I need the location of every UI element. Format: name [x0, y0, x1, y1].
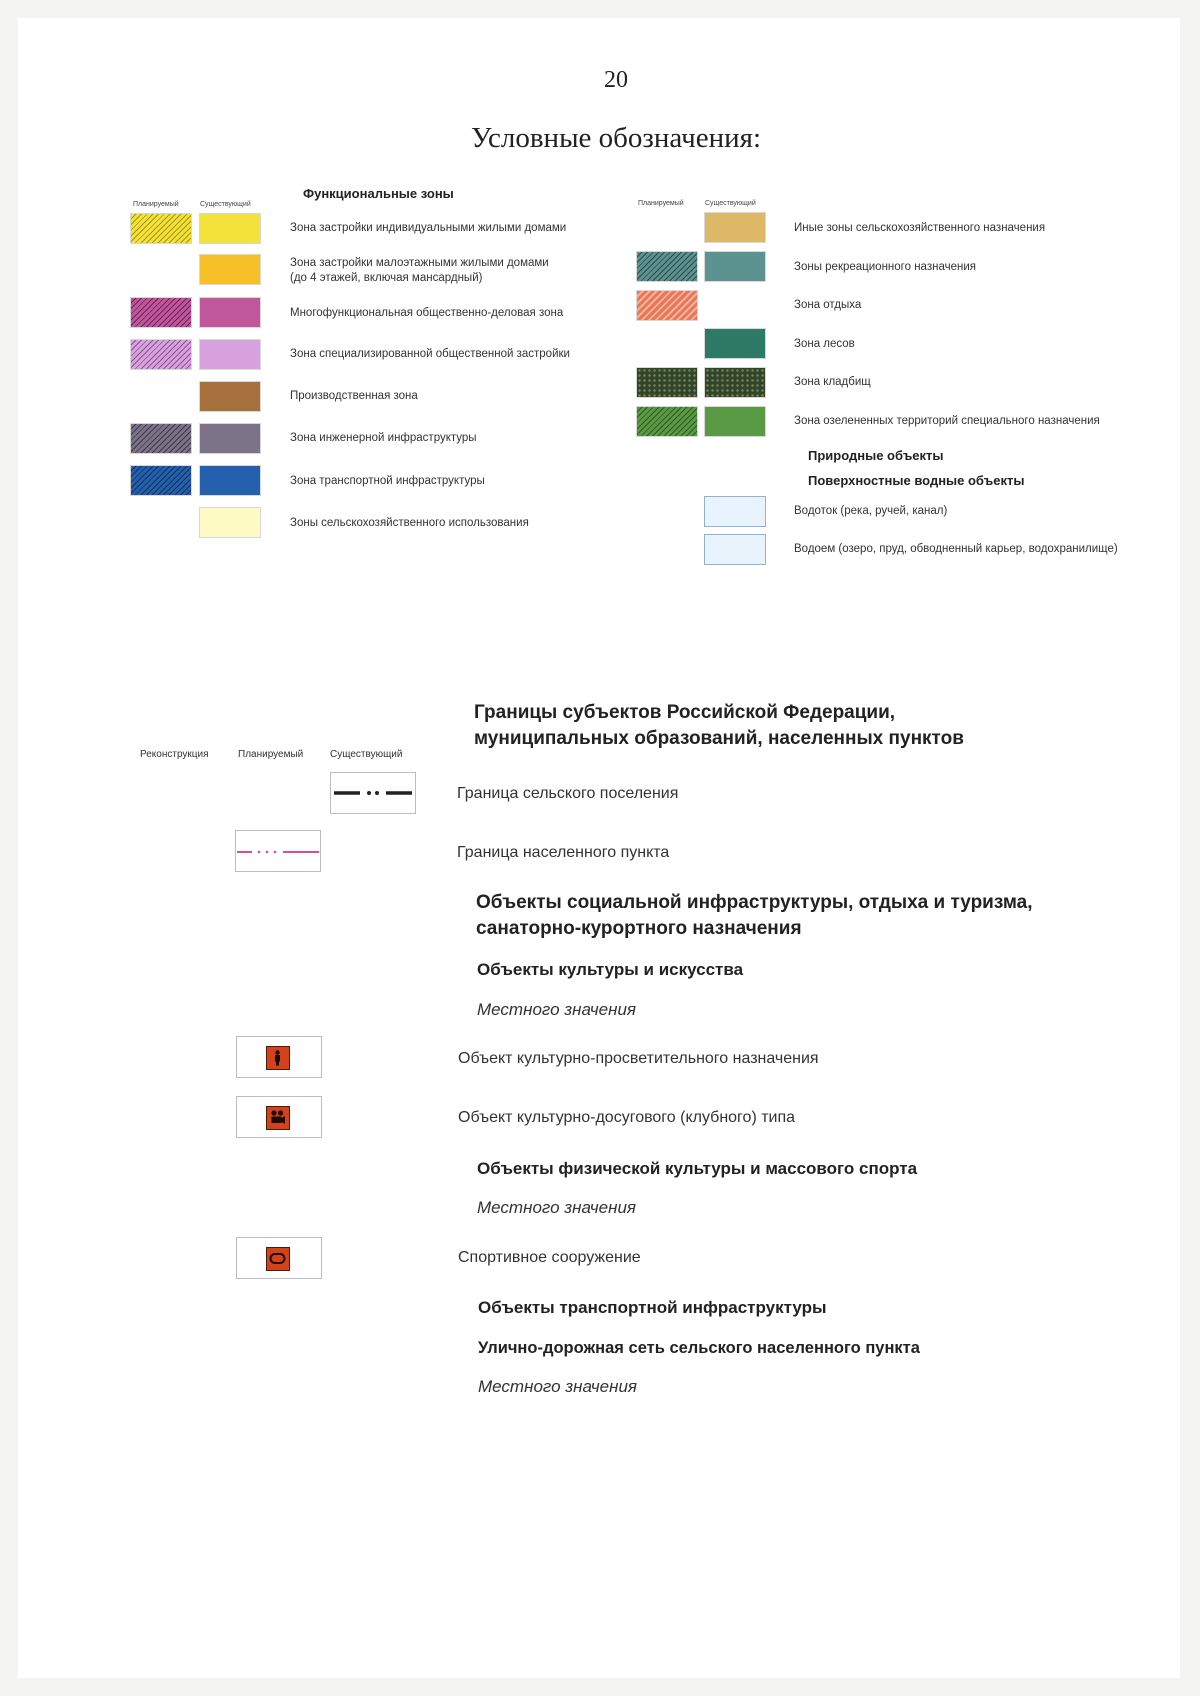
zone-label: Производственная зона: [290, 390, 418, 402]
col-header-planned: Планируемый: [133, 201, 179, 208]
road-network-heading: Улично-дорожная сеть сельского населенного пункта: [478, 1339, 920, 1357]
culture-club-symbol: [236, 1096, 322, 1138]
transport-heading: Объекты транспортной инфраструктуры: [478, 1298, 827, 1317]
col-header-existing: Существующий: [330, 749, 403, 760]
culture-heading: Объекты культуры и искусства: [477, 960, 744, 979]
zone-label: Зона кладбищ: [794, 376, 871, 388]
swatch-water-body: [704, 534, 766, 565]
sport-item-label: Спортивное сооружение: [458, 1249, 641, 1266]
water-objects-heading: Поверхностные водные объекты: [808, 473, 1025, 488]
functional-zones-heading: Функциональные зоны: [303, 186, 454, 201]
swatch-watercourse: [704, 496, 766, 527]
swatch-planned-cemetery: [636, 367, 698, 398]
museum-icon: [266, 1046, 290, 1070]
col-header-reconstruction: Реконструкция: [140, 749, 209, 760]
swatch-planned-rest-zone: [636, 290, 698, 321]
local-significance-label: Местного значения: [477, 1198, 636, 1217]
rural-boundary-label: Граница сельского поселения: [457, 785, 679, 802]
zone-label: Иные зоны сельскохозяйственного назначения: [794, 222, 1046, 234]
zone-label: Зона лесов: [794, 338, 855, 350]
swatch-existing-individual-housing: [199, 213, 261, 244]
stadium-icon: [266, 1247, 290, 1271]
zone-label: Зоны рекреационного назначения: [794, 261, 976, 273]
swatch-existing-recreation: [704, 251, 766, 282]
swatch-planned-public-buildings: [130, 339, 192, 370]
sport-facility-symbol: [236, 1237, 322, 1279]
boundaries-heading: Границы субъектов Российской Федерации,: [474, 702, 896, 723]
social-heading-cont: санаторно-курортного назначения: [476, 918, 802, 939]
swatch-existing-transport: [199, 465, 261, 496]
film-camera-icon: [266, 1106, 290, 1130]
swatch-planned-engineering: [130, 423, 192, 454]
settlement-boundary-label: Граница населенного пункта: [457, 844, 670, 861]
swatch-existing-industrial: [199, 381, 261, 412]
swatch-existing-lowrise-housing: [199, 254, 261, 285]
zone-label-note: (до 4 этажей, включая мансардный): [290, 272, 483, 284]
swatch-existing-cemetery: [704, 367, 766, 398]
natural-objects-heading: Природные объекты: [808, 448, 944, 463]
col-header-existing: Существующий: [200, 201, 251, 208]
zone-label: Зона отдыха: [794, 299, 862, 311]
swatch-planned-individual-housing: [130, 213, 192, 244]
social-heading: Объекты социальной инфраструктуры, отдыха и туризма,: [476, 892, 1033, 913]
col-header-planned: Планируемый: [238, 749, 304, 760]
col-header-existing: Существующий: [705, 200, 756, 207]
culture-item-label: Объект культурно-просветительного назначения: [458, 1050, 819, 1067]
boundaries-heading-cont: муниципальных образований, населенных пунктов: [474, 728, 964, 749]
page-title: Условные обозначения:: [470, 122, 762, 154]
zone-label: Зона озелененных территорий специального назначения: [794, 415, 1100, 427]
zone-label: Зона транспортной инфраструктуры: [290, 475, 485, 487]
swatch-planned-business-zone: [130, 297, 192, 328]
local-significance-label: Местного значения: [477, 1000, 636, 1019]
settlement-boundary-symbol: [235, 830, 321, 872]
sport-heading: Объекты физической культуры и массового спорта: [477, 1159, 918, 1178]
zone-label: Зона инженерной инфраструктуры: [290, 432, 477, 444]
zone-label: Водоем (озеро, пруд, обводненный карьер, водохранилище): [794, 543, 1118, 555]
swatch-existing-engineering: [199, 423, 261, 454]
page-number: 20: [604, 67, 628, 93]
swatch-planned-transport: [130, 465, 192, 496]
swatch-planned-special-green: [636, 406, 698, 437]
culture-item-label: Объект культурно-досугового (клубного) типа: [458, 1109, 796, 1126]
zone-label: Многофункциональная общественно-деловая зона: [290, 307, 564, 319]
swatch-existing-special-green: [704, 406, 766, 437]
zone-label: Водоток (река, ручей, канал): [794, 505, 948, 517]
zone-label: Зоны сельскохозяйственного использования: [290, 517, 529, 529]
zone-label: Зона застройки индивидуальными жилыми домами: [290, 222, 567, 234]
swatch-existing-public-buildings: [199, 339, 261, 370]
col-header-planned: Планируемый: [638, 200, 684, 207]
local-significance-label: Местного значения: [478, 1377, 637, 1396]
rural-boundary-symbol: [330, 772, 416, 814]
swatch-existing-agricultural: [199, 507, 261, 538]
zone-label: Зона специализированной общественной застройки: [290, 348, 570, 360]
swatch-existing-forest: [704, 328, 766, 359]
swatch-existing-business-zone: [199, 297, 261, 328]
culture-education-symbol: [236, 1036, 322, 1078]
swatch-existing-other-agricultural: [704, 212, 766, 243]
zone-label: Зона застройки малоэтажными жилыми домами: [290, 257, 549, 269]
swatch-planned-recreation: [636, 251, 698, 282]
